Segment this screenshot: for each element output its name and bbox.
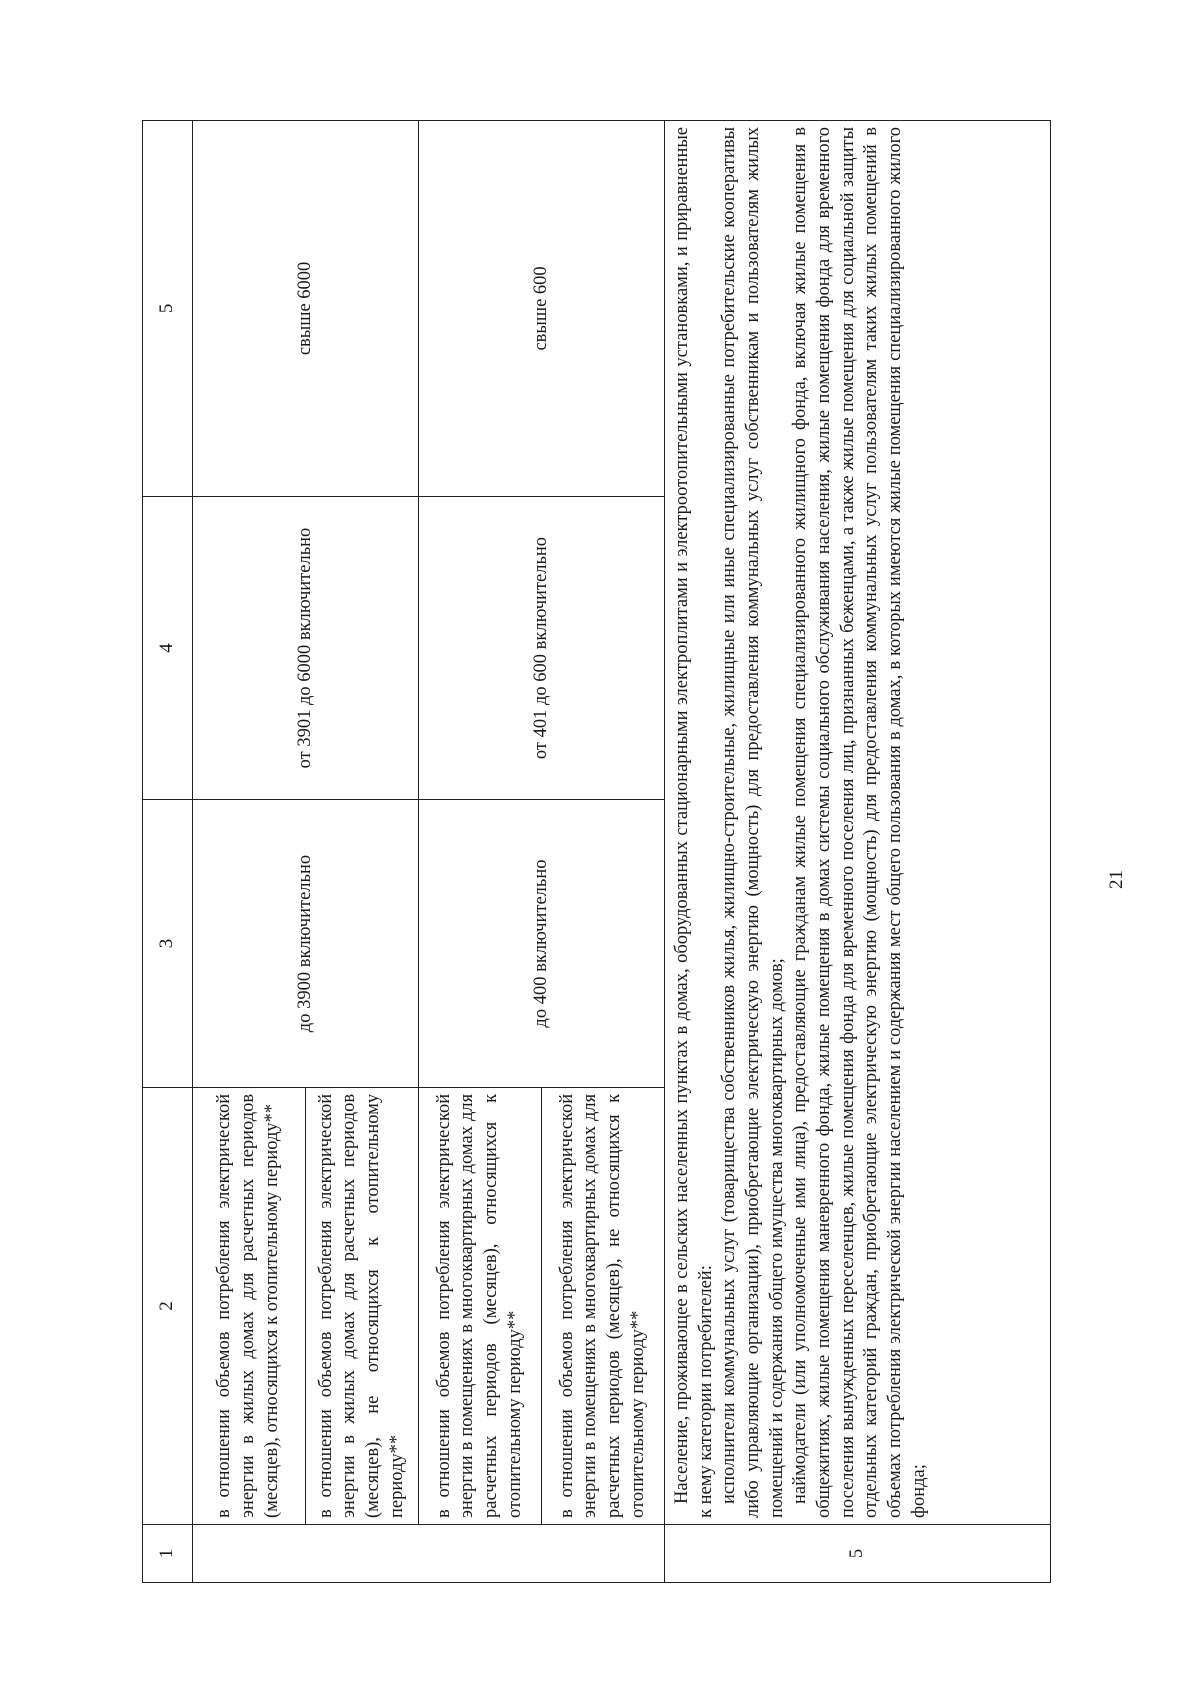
section-number: 5: [665, 1525, 1051, 1583]
range-low-cell: до 400 включительно: [419, 800, 665, 1088]
paragraph: исполнители коммунальных услуг (товарищества собственников жилья, жилищно-строительные, жилищные или иные специализированные потребительские кооперативы либо управляющие организации), приобретающие электрическую энергию (мощность) для предоставления коммунальных услуг собственникам и пользователям жилых помещений и содержания общего имущества многоквартирных домов;: [719, 127, 787, 1519]
header-cell-1: 1: [143, 1525, 193, 1583]
section-5-text: [665, 121, 1051, 1525]
range-high-cell: свыше 600: [419, 121, 665, 497]
header-cell-4: 4: [143, 496, 193, 799]
header-cell-5: 5: [143, 121, 193, 497]
paragraph: Население, проживающее в сельских населенных пунктах в домах, оборудованных стационарными электроплитами и электроотопительными установками, и приравненные к нему категории потребителей:: [672, 127, 716, 1519]
range-low-cell: до 3900 включительно: [193, 800, 419, 1088]
header-cell-3: 3: [143, 800, 193, 1088]
row-description: в отношении объемов потребления электрической энергии в помещениях в многоквартирных домах для расчетных периодов (месяцев), относящихся к отопительному периоду**: [419, 1087, 542, 1524]
page-number: 21: [1106, 870, 1127, 889]
table-row: [193, 121, 306, 1583]
tariff-table: [142, 120, 1051, 1583]
header-cell-2: 2: [143, 1087, 193, 1524]
section-5-row: [665, 121, 1051, 1583]
table-header-row: [143, 121, 193, 1583]
row-description: в отношении объемов потребления электрической энергии в помещениях в многоквартирных домах для расчетных периодов (месяцев), не относящихся к отопительному периоду**: [542, 1087, 665, 1524]
range-mid-cell: от 3901 до 6000 включительно: [193, 496, 419, 799]
row-number-cell: [193, 1525, 665, 1583]
table-row: [419, 121, 542, 1583]
row-description: в отношении объемов потребления электрической энергии в жилых домах для расчетных периодов (месяцев), относящихся к отопительному периоду**: [193, 1087, 306, 1524]
row-description: в отношении объемов потребления электрической энергии в жилых домах для расчетных периодов (месяцев), не относящихся к отопительному периоду**: [306, 1087, 419, 1524]
range-high-cell: свыше 6000: [193, 121, 419, 497]
paragraph: наймодатели (или уполномоченные ими лица), предоставляющие гражданам жилые помещения специализированного жилищного фонда, включая жилые помещения в общежитиях, жилые помещения маневренного фонда, жилые помещения в домах системы социального обслуживания населения, жилые помещения фонда для временного поселения вынужденных переселенцев, жилые помещения фонда для временного поселения лиц, признанных беженцами, а также жилые помещения для социальной защиты отдельных категорий граждан, приобретающие электрическую энергию (мощность) для предоставления коммунальных услуг пользователям таких жилых помещений в объемах потребления электрической энергии населением и содержания мест общего пользования в домах, в которых имеются жилые помещения специализированного жилого фонда;: [790, 127, 929, 1519]
range-mid-cell: от 401 до 600 включительно: [419, 496, 665, 799]
